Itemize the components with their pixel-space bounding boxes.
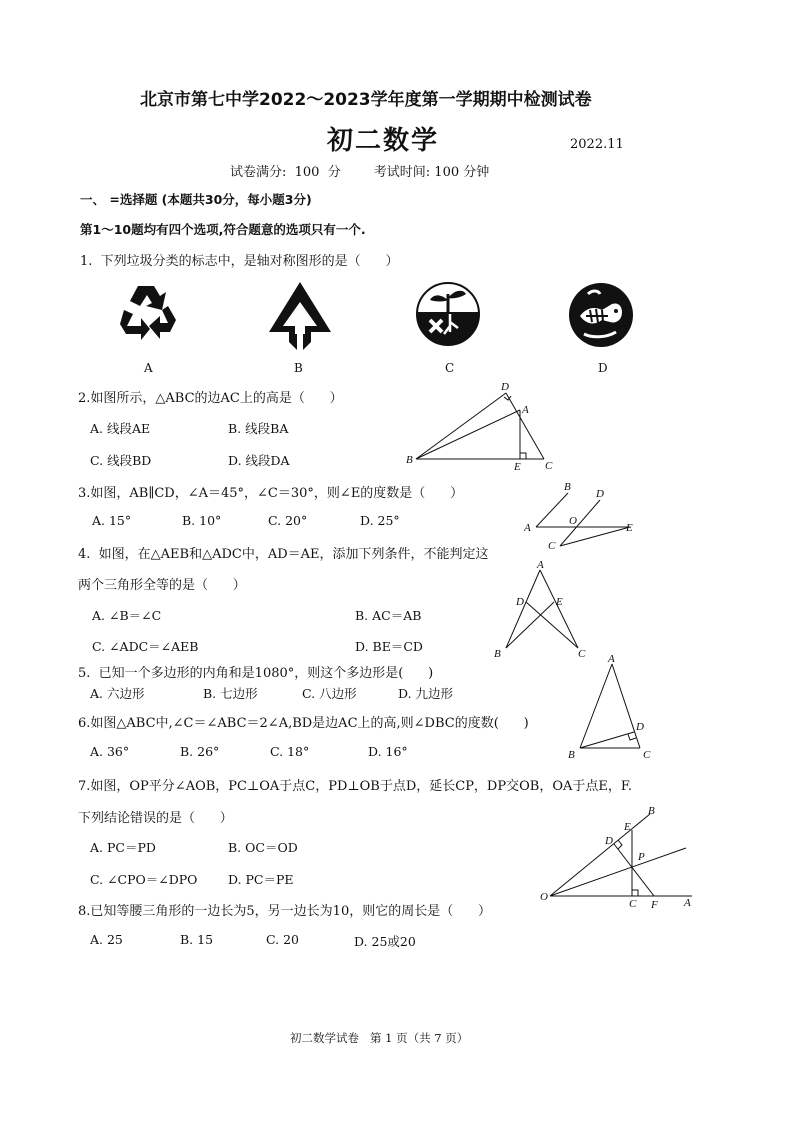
q1-label-c: C	[445, 361, 455, 375]
q1-label-b: B	[294, 361, 303, 375]
q3-label-a: A	[524, 522, 531, 534]
q5-option-c: C. 八边形	[302, 686, 357, 701]
q6-option-b: B. 26°	[180, 744, 220, 759]
q6-option-d: D. 16°	[368, 744, 408, 759]
question-4-stem-2: 两个三角形全等的是（ ）	[78, 578, 246, 593]
q8-option-c: C. 20	[266, 932, 299, 947]
q6-option-a: A. 36°	[90, 744, 130, 759]
q7-option-c: C. ∠CPO＝∠DPO	[90, 872, 198, 887]
q4-option-b: B. AC＝AB	[355, 608, 422, 623]
q7-option-a: A. PC＝PD	[90, 840, 156, 855]
triangle-symbol-icon	[265, 280, 335, 350]
q7-option-b: B. OC＝OD	[228, 840, 298, 855]
q5-option-d: D. 九边形	[398, 686, 454, 701]
q3-label-b: B	[564, 481, 571, 493]
exam-date: 2022.11	[570, 137, 624, 152]
q7-label-b: B	[648, 805, 655, 817]
q4-label-a: A	[537, 559, 544, 571]
recycle-icon	[116, 282, 180, 344]
q2-option-b: B. 线段BA	[228, 421, 289, 436]
q4-label-d: D	[516, 596, 524, 608]
q2-option-a: A. 线段AE	[90, 421, 151, 436]
question-8-stem: 8.已知等腰三角形的一边长为5，另一边长为10，则它的周长是（ ）	[78, 904, 492, 919]
section-instruction: 第1～10题均有四个选项,符合题意的选项只有一个.	[80, 222, 366, 237]
q6-label-d: D	[636, 721, 644, 733]
q7-option-d: D. PC＝PE	[228, 872, 294, 887]
q7-label-a: A	[684, 897, 691, 909]
q3-option-d: D. 25°	[360, 513, 400, 528]
q1-label-a: A	[144, 361, 153, 375]
q5-option-b: B. 七边形	[203, 686, 258, 701]
plant-soil-icon	[416, 282, 480, 346]
question-5-stem: 5. 已知一个多边形的内角和是1080°，则这个多边形是( )	[78, 666, 434, 681]
q2-label-a: A	[522, 404, 529, 416]
q7-label-c: C	[629, 898, 637, 910]
q6-label-b: B	[568, 749, 575, 761]
q4-figure	[490, 558, 600, 662]
question-7-stem-2: 下列结论错误的是（ ）	[78, 811, 233, 826]
q8-option-a: A. 25	[90, 932, 123, 947]
q4-option-c: C. ∠ADC＝∠AEB	[92, 639, 199, 654]
q3-label-d: D	[596, 488, 604, 500]
q2-label-c: C	[545, 460, 553, 472]
q4-option-a: A. ∠B＝∠C	[92, 608, 162, 623]
exam-title: 北京市第七中学2022～2023学年度第一学期期中检测试卷	[140, 90, 592, 110]
q6-label-c: C	[643, 749, 651, 761]
q7-label-o: O	[540, 891, 548, 903]
q3-figure	[520, 478, 640, 550]
q2-option-d: D. 线段DA	[228, 453, 290, 468]
q3-option-c: C. 20°	[268, 513, 308, 528]
q1-label-d: D	[598, 361, 608, 375]
q6-figure	[562, 652, 662, 764]
q2-label-e: E	[514, 461, 521, 473]
exam-info: 试卷满分: 100 分 考试时间: 100 分钟	[230, 165, 490, 180]
q6-option-c: C. 18°	[270, 744, 310, 759]
q4-label-b: B	[494, 648, 501, 660]
q3-label-c: C	[548, 540, 556, 552]
q7-label-f: F	[651, 899, 658, 911]
question-4-stem: 4. 如图，在△AEB和△ADC中，AD＝AE，添加下列条件，不能判定这	[78, 547, 489, 562]
q6-label-a: A	[608, 653, 615, 665]
q3-label-o: O	[569, 515, 577, 527]
q2-label-d: D	[501, 381, 509, 393]
q5-option-a: A. 六边形	[90, 686, 145, 701]
fish-bone-icon	[568, 282, 634, 348]
q7-figure	[536, 800, 706, 912]
question-6-stem: 6.如图△ABC中,∠C＝∠ABC＝2∠A,BD是边AC上的高,则∠DBC的度数( )	[78, 716, 529, 731]
section-heading: 一、 =选择题 (本题共30分，每小题3分)	[80, 192, 312, 207]
q7-label-e: E	[624, 821, 631, 833]
question-3-stem: 3.如图，AB∥CD，∠A＝45°，∠C＝30°，则∠E的度数是（ ）	[78, 486, 464, 501]
q4-option-d: D. BE＝CD	[355, 639, 423, 654]
page-footer: 初二数学试卷 第 1 页（共 7 页）	[290, 1031, 469, 1045]
question-1-stem: 1. 下列垃圾分类的标志中，是轴对称图形的是（ ）	[80, 254, 399, 269]
q3-option-b: B. 10°	[182, 513, 222, 528]
q7-label-d: D	[605, 835, 613, 847]
q7-label-p: P	[638, 851, 645, 863]
q4-label-c: C	[578, 648, 586, 660]
q8-option-d: D. 25或20	[354, 934, 416, 949]
q3-label-e: E	[626, 522, 633, 534]
q2-option-c: C. 线段BD	[90, 453, 152, 468]
q4-label-e: E	[556, 596, 563, 608]
q3-option-a: A. 15°	[92, 513, 132, 528]
subject-title: 初二数学	[327, 126, 440, 156]
q2-figure	[400, 380, 570, 472]
question-2-stem: 2.如图所示，△ABC的边AC上的高是（ ）	[78, 391, 343, 406]
q2-label-b: B	[406, 454, 413, 466]
q8-option-b: B. 15	[180, 932, 214, 947]
question-7-stem: 7.如图，OP平分∠AOB，PC⊥OA于点C，PD⊥OB于点D，延长CP，DP交OB，OA于点E，F.	[78, 779, 632, 794]
